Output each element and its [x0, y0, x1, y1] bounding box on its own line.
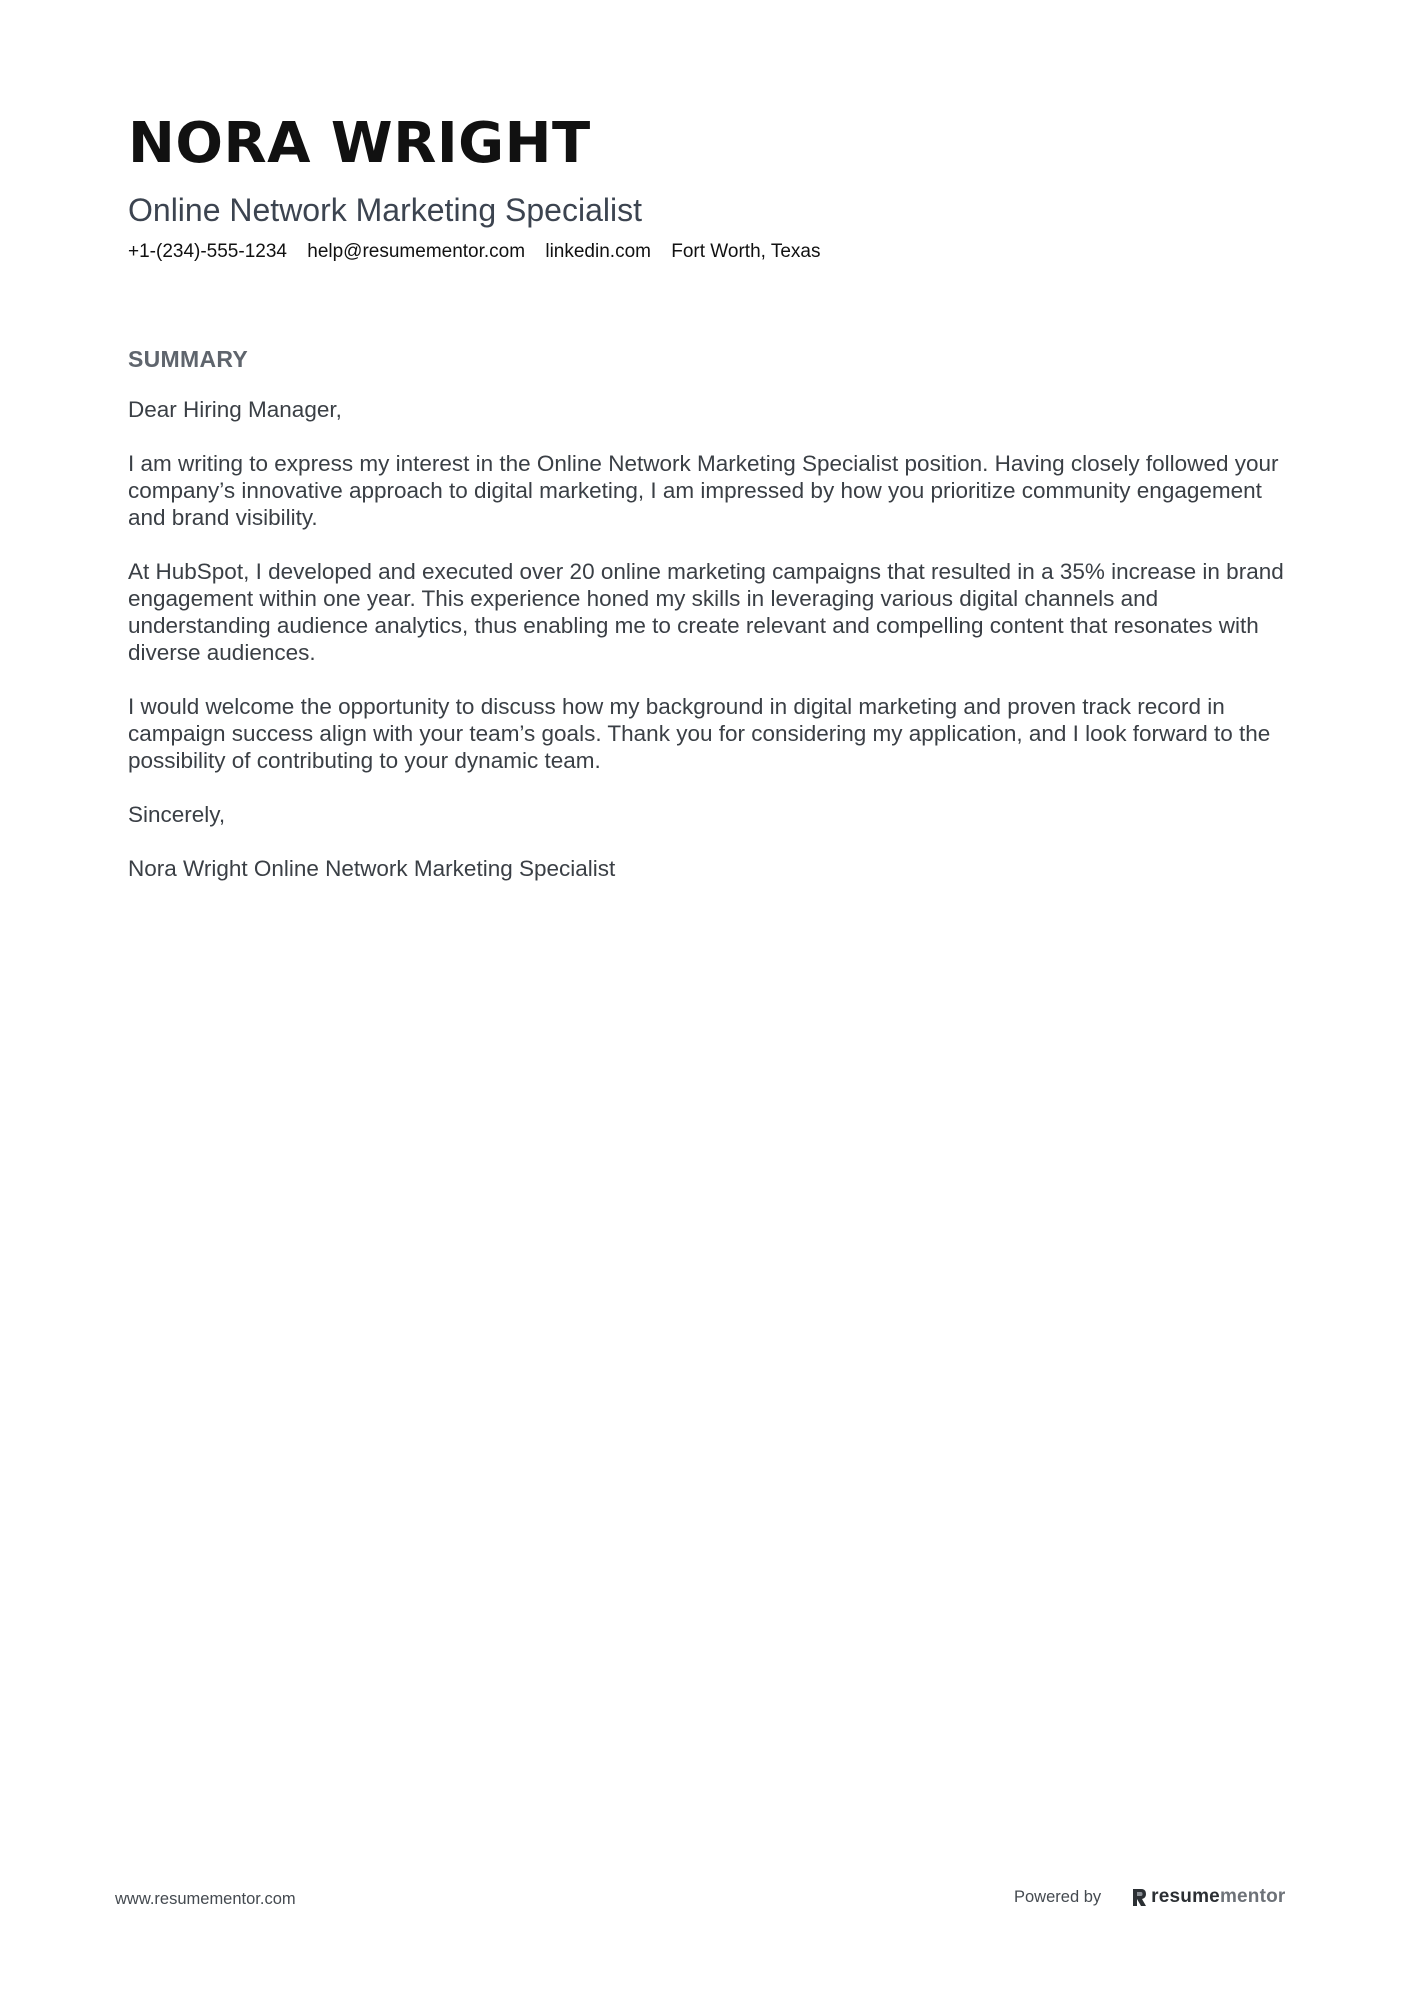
- contact-phone: +1-(234)-555-1234: [128, 241, 287, 262]
- body-paragraph-closing: I would welcome the opportunity to discuss how my background in digital marketing and proven track record in campaign success align with your team’s goals. Thank you for considering my application, and I look forward to the possibility of contributing to your dynamic team.: [128, 694, 1271, 773]
- job-title: Online Network Marketing Specialist: [128, 192, 642, 228]
- powered-by-badge: [1014, 1886, 1286, 1908]
- header: [128, 108, 1288, 264]
- contact-email: help@resumementor.com: [307, 241, 526, 262]
- summary-section: [128, 344, 1298, 909]
- resumementor-logo-icon: [1131, 1887, 1147, 1907]
- candidate-name: NORA WRIGHT: [128, 111, 591, 176]
- resumementor-wordmark: resumementor: [1151, 1886, 1286, 1907]
- contact-info: [128, 240, 1288, 264]
- sign-off: Sincerely,: [128, 802, 226, 827]
- contact-linkedin: linkedin.com: [545, 241, 651, 262]
- footer-website: www.resumementor.com: [115, 1890, 296, 1908]
- contact-location: Fort Worth, Texas: [671, 241, 821, 262]
- powered-by-label: Powered by: [1014, 1887, 1102, 1906]
- signature: Nora Wright Online Network Marketing Specialist: [128, 856, 616, 881]
- salutation: Dear Hiring Manager,: [128, 397, 342, 422]
- summary-heading: SUMMARY: [128, 346, 249, 372]
- body-paragraph-experience: At HubSpot, I developed and executed over 20 online marketing campaigns that resulted in a 35% increase in brand engagement within one year. This experience honed my skills in leveraging various digital channels and understanding audience analytics, thus enabling me to create relevant and compelling content that resonates with diverse audiences.: [128, 559, 1284, 665]
- body-paragraph-intro: I am writing to express my interest in the Online Network Marketing Specialist position. Having closely followed your company’s innovative approach to digital marketing, I am impressed by how you prioritize community engagement and brand visibility.: [128, 451, 1279, 530]
